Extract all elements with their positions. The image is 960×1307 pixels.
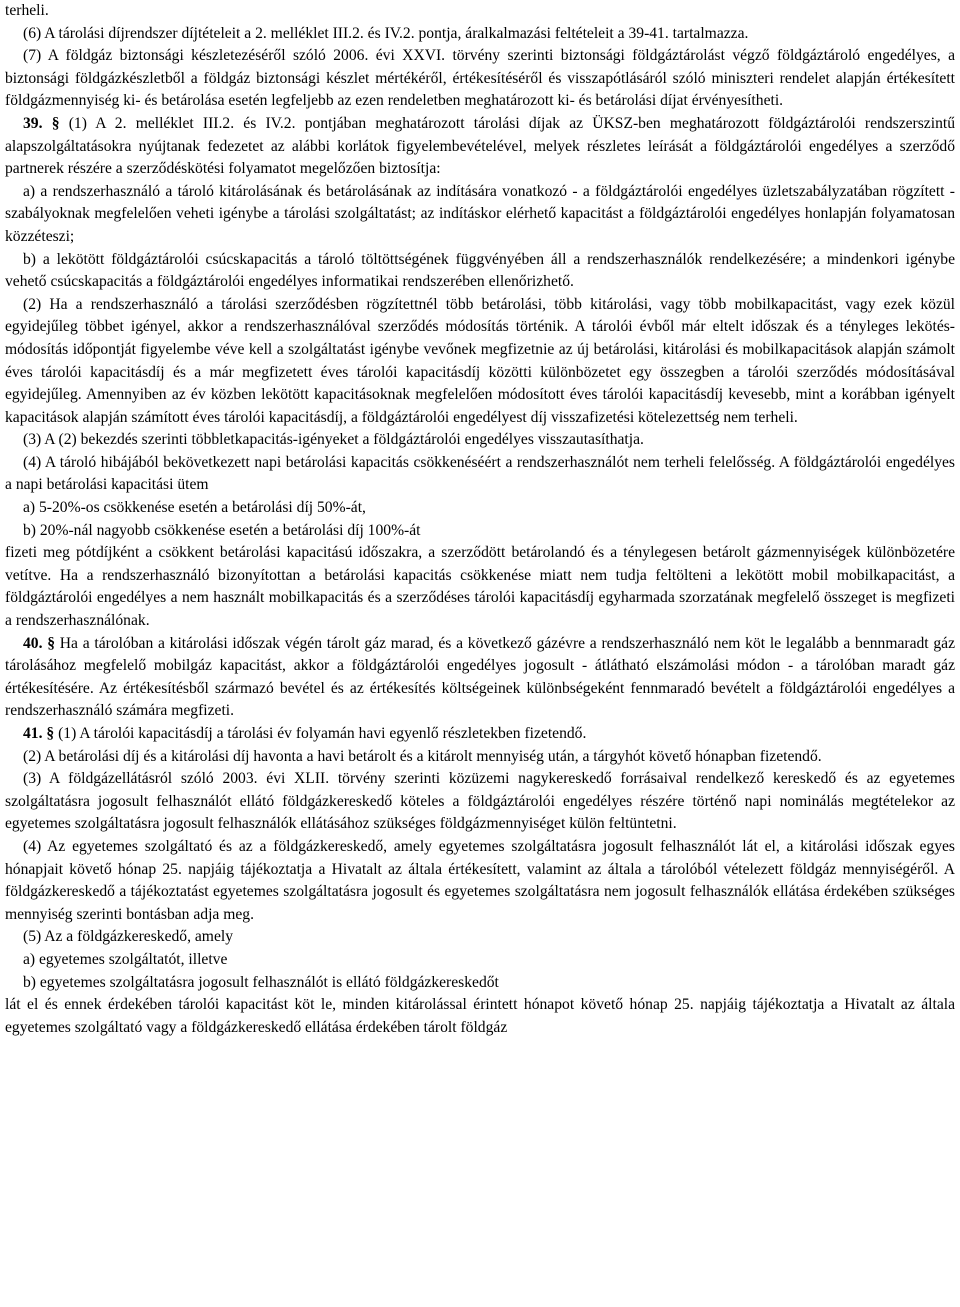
section-39-paragraph-2: (2) Ha a rendszerhasználó a tárolási szerződésben rögzítettnél több betárolási, több kitárolási, vagy több mobilkapacitást, vagy ezek közül egyidejűleg többet igényel, akkor a rendszerhasználóval szerződés módosítás történik. A tárolói évből már eltelt időszak és a tényleges lekötés-módosítás időpontját figyelembe véve kell a szolgáltatást igénybe vevőnek megfizetnie az új betárolási, kitárolási és mobilkapacitások alapján számolt éves tárolói kapacitásdíj és a már megfizetett éves tárolói kapacitásdíj közötti különbözetet egy összegben a tárolói szerződés módosításával egyidejűleg. Amennyiben az év közben lekötött kapacitásoknak megfelelően módosított éves tárolói kapacitásdíj kevesebb, mint a korábban igényelt kapacitások alapján számított éves tárolói kapacitásdíj, a földgáztárolói engedélyest díj visszafizetési kötelezettség nem terheli. (5, 295, 955, 426)
section-sign: § (51, 114, 60, 132)
section-41-text-1: (1) A tárolói kapacitásdíj a tárolási év folyamán havi egyenlő részletekben fizetendő. (58, 725, 587, 742)
section-39-number: 39. (23, 114, 43, 132)
section-39-paragraph-4-continuation: fizeti meg pótdíjként a csökkent betárolási kapacitású időszakra, a szerződött betárolandó és a ténylegesen betárolt gázmennyiségek különbözetére vetítve. Ha a rendszerhasználó bizonyítottan a betárolási kapacitás csökkenése miatt nem tudja feltölteni a lekötött mobil mobilkapacitást, a földgáztárolói engedélyes a nem használt mobilkapacitás és a szerződéses tárolói kapacitásdíj egyharmada szorzatának megfelelő összeget is megfizeti a rendszerhasználónak. (5, 544, 955, 630)
section-41-paragraph-5: (5) Az a földgázkereskedő, amely (23, 928, 233, 946)
section-40-number: 40. (23, 634, 43, 652)
paragraph-7: (7) A földgáz biztonsági készletezéséről szóló 2006. évi XXVI. törvény szerinti biztonsági földgáztárolást végző földgáztároló engedélyes, a biztonsági földgázkészletből a földgáz biztonsági készlet mértékéről, értékesítéséről és visszapótlásáról szóló miniszteri rendelet alapján értékesített földgázmennyiség ki- és betárolása esetén legfeljebb az ezen rendeletben meghatározott ki- és betárolási díjat érvényesítheti. (5, 47, 955, 110)
section-41-paragraph-2: (2) A betárolási díj és a kitárolási díj havonta a havi betárolt és a kitárolt mennyiség után, a tárgyhót követő hónapban fizetendő. (23, 747, 822, 765)
section-41-paragraph-4: (4) Az egyetemes szolgáltató és az a földgázkereskedő, amely egyetemes szolgáltatásra jogosult felhasználót lát el, a kitárolási időszak egyes hónapjait követő hónap 25. napjáig tájékoztatja a Hivatalt az általa értékesített, valamint az általa a tárolóból vételezett földgáz mennyiségéről. A földgázkereskedő a tájékoztatást egyetemes szolgáltatásra jogosult és egyetemes szolgáltatásra nem jogosult felhasználók ellátása érdekében szükséges mennyiség szerinti bontásban adja meg. (5, 837, 955, 923)
paragraph-6: (6) A tárolási díjrendszer díjtételeit a 2. melléklet III.2. és IV.2. pontja, áralkalmazási feltételeit a 39-41. tartalmazza. (23, 24, 749, 42)
section-40-paragraph (5, 633, 955, 723)
section-41-paragraph-5-point-a: a) egyetemes szolgáltatót, illetve (23, 950, 228, 968)
section-39-paragraph-1 (5, 113, 955, 181)
section-41-paragraph-1 (5, 723, 955, 746)
section-39-paragraph-4-point-a: a) 5-20%-os csökkenése esetén a betárolási díj 50%-át, (23, 499, 366, 517)
section-39-point-b: b) a lekötött földgáztárolói csúcskapacitás a tároló töltöttségének függvényében áll a rendszerhasználók rendelkezésére; a mindenkori igénybe vehető csúcskapacitás a földgáztárolói engedélyes informatikai rendszerében ellenőrizhető. (5, 250, 955, 291)
section-41-paragraph-5-continuation: lát el és ennek érdekében tárolói kapacitást köt le, minden kitárolással érintett hónapot követő hónap 25. napjáig tájékoztatja a Hivatalt az általa egyetemes szolgáltató vagy a földgázkereskedő ellátása érdekében tárolt földgáz (5, 996, 955, 1036)
paragraph-continuation: terheli. (5, 2, 49, 19)
section-41-paragraph-5-point-b: b) egyetemes szolgáltatásra jogosult felhasználót is ellátó földgázkereskedőt (23, 973, 499, 991)
section-39-paragraph-3: (3) A (2) bekezdés szerinti többletkapacitás-igényeket a földgáztárolói engedélyes visszautasíthatja. (23, 431, 644, 449)
section-39-text-1: (1) A 2. melléklet III.2. és IV.2. pontjában meghatározott tárolási díjak az ÜKSZ-ben meghatározott földgáztárolói rendszerszintű alapszolgáltatásokra nyújtanak fedezetet az alábbi korlátok figyelembevételével, melyek részletes leírását a földgáztárolói engedélyes a szerződő partnerek részére a szerződéskötési folyamatot megelőzően biztosítja: (5, 114, 955, 178)
section-41-number: 41. (23, 725, 43, 742)
section-sign: § (46, 725, 55, 742)
section-39-paragraph-4: (4) A tároló hibájából bekövetkezett napi betárolási kapacitás csökkenéséért a rendszerhasználót nem terheli felelősség. A földgáztárolói engedélyes a napi betárolási kapacitási ütem (5, 453, 955, 494)
section-40-text: Ha a tárolóban a kitárolási időszak végén tárolt gáz marad, és a következő gázévre a rendszerhasználó nem köt le legalább a bennmaradt gáz tárolásához megfelelő mobilgáz kapacitást, akkor a földgáztárolói engedélyes jogosult - átlátható elszámolási módon - a tárolóban maradt gáz értékesítésére. Az értékesítésből származó bevétel és az értékesítés költségeinek különbségeként fennmaradó bevételt a földgáztárolói engedélyes a rendszerhasználó számára megfizeti. (5, 634, 956, 720)
section-sign: § (47, 634, 56, 652)
section-39-paragraph-4-point-b: b) 20%-nál nagyobb csökkenése esetén a betárolási díj 100%-át (23, 521, 421, 539)
section-41-paragraph-3: (3) A földgázellátásról szóló 2003. évi XLII. törvény szerinti közüzemi nagykereskedő forrásaival rendelkező kereskedő és az egyetemes szolgáltatásra jogosult felhasználót ellátó földgázkereskedő köteles a földgáztárolói engedélyes részére történő napi nominálás megtételekor az egyetemes szolgáltatásra jogosult felhasználók ellátásához szükséges földgázmennyiséget külön feltüntetni. (5, 770, 955, 833)
section-39-point-a: a) a rendszerhasználó a tároló kitárolásának és betárolásának az indítására vonatkozó - a földgáztárolói engedélyes üzletszabályzatában rögzített - szabályoknak megfelelően veheti igénybe a tárolási szolgáltatást; az indításkor elérhető kapacitást a földgáztárolói engedélyes honlapján folyamatosan közzéteszi; (5, 182, 955, 245)
